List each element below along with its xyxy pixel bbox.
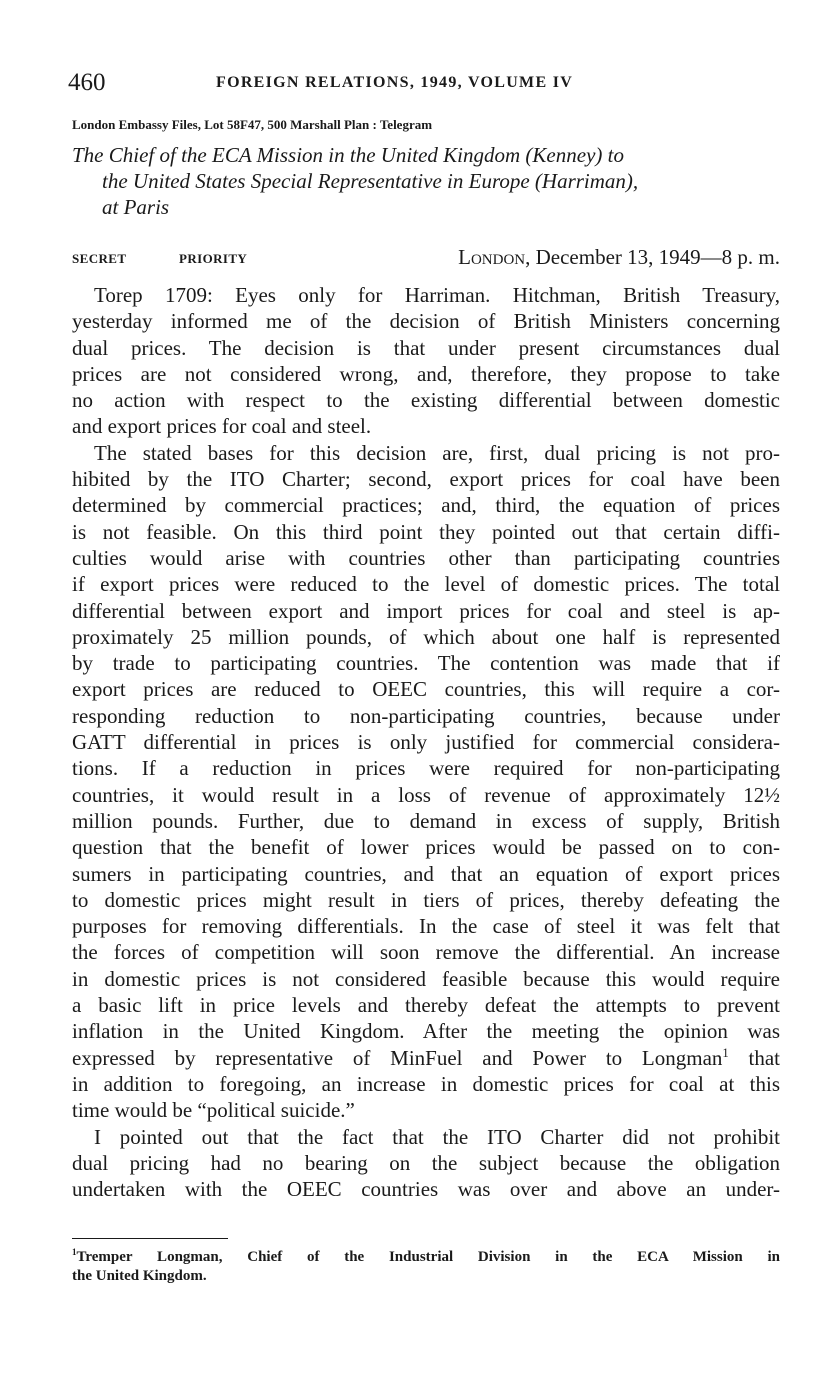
running-title: FOREIGN RELATIONS, 1949, VOLUME IV [216, 74, 574, 91]
text-line: yesterday informed me of the decision of British Ministers concerning [72, 309, 780, 334]
text-line-with-footnote-ref [72, 1045, 780, 1071]
text-line: no action with respect to the existing differential between domestic [72, 388, 780, 413]
priority-label: PRIORITY [179, 251, 248, 266]
date: , December 13, 1949—8 p. m. [525, 245, 780, 269]
text-line: export prices are reduced to OEEC countries, this will require a cor- [72, 677, 780, 702]
classification-label: SECRET [72, 251, 127, 266]
footnote-marker: 1 [72, 1247, 77, 1257]
place-and-date [458, 244, 780, 270]
text-line: purposes for removing differentials. In the case of steel it was felt that [72, 914, 780, 939]
text-line: a basic lift in price levels and thereby defeat the attempts to prevent [72, 993, 780, 1018]
paragraph-3 [72, 1124, 780, 1203]
text-line: responding reduction to non-participating countries, because under [72, 703, 780, 728]
source-line: London Embassy Files, Lot 58F47, 500 Marshall Plan : Telegram [72, 117, 433, 132]
title-line: The Chief of the ECA Mission in the United Kingdom (Kenney) to [72, 143, 624, 167]
text-line: inflation in the United Kingdom. After the meeting the opinion was [72, 1019, 780, 1044]
text-line: The stated bases for this decision are, first, dual pricing is not pro- [94, 440, 780, 465]
title-line: at Paris [102, 195, 170, 219]
footnote-line: the United Kingdom. [72, 1268, 207, 1284]
text-line: countries, it would result in a loss of revenue of approximately 12½ [72, 782, 780, 807]
text-line: determined by commercial practices; and, third, the equation of prices [72, 493, 780, 518]
text-line: differential between export and import prices for coal and steel is ap- [72, 598, 780, 623]
text-line: in domestic prices is not considered feasible because this would require [72, 966, 780, 991]
text-segment: that [728, 1045, 780, 1070]
text-line: culties would arise with countries other than participating countries [72, 545, 780, 570]
text-line: and export prices for coal and steel. [72, 414, 372, 439]
paragraph-2 [72, 440, 780, 1124]
text-line: in addition to foregoing, an increase in domestic prices for coal at this [72, 1071, 780, 1096]
running-header [68, 68, 780, 98]
dateline [72, 244, 780, 272]
text-line: undertaken with the OEEC countries was over and above an under- [72, 1177, 780, 1202]
text-line: time would be “political suicide.” [72, 1098, 355, 1123]
text-line: Torep 1709: Eyes only for Harriman. Hitchman, British Treasury, [94, 283, 780, 307]
text-line: million pounds. Further, due to demand in excess of supply, British [72, 808, 780, 833]
text-line: if export prices were reduced to the level of domestic prices. The total [72, 572, 780, 597]
footnote-divider [72, 1238, 228, 1239]
text-line: sumers in participating countries, and that an equation of export prices [72, 861, 780, 886]
text-line: by trade to participating countries. The contention was made that if [72, 651, 780, 676]
paragraph-1 [72, 282, 780, 440]
text-line: prices are not considered wrong, and, therefore, they propose to take [72, 361, 780, 386]
footnote-ref-marker: 1 [722, 1045, 729, 1060]
text-line: the forces of competition will soon remove the differential. An increase [72, 940, 780, 965]
place: London [458, 245, 526, 269]
text-line: I pointed out that the fact that the ITO Charter did not prohibit [94, 1124, 780, 1149]
text-line: GATT differential in prices is only justified for commercial considera- [72, 730, 780, 755]
text-line: dual prices. The decision is that under present circumstances dual [72, 335, 780, 360]
document-title [72, 142, 780, 220]
text-line: is not feasible. On this third point they pointed out that certain diffi- [72, 519, 780, 544]
page-number: 460 [68, 69, 106, 96]
text-line: tions. If a reduction in prices were required for non-participating [72, 756, 780, 781]
text-line: hibited by the ITO Charter; second, export prices for coal have been [72, 467, 780, 492]
footnote-text: Tremper Longman, Chief of the Industrial Division in the ECA Mission in [76, 1249, 780, 1265]
text-segment: expressed by representative of MinFuel and Power to Longman [72, 1045, 723, 1070]
telegram-body [72, 282, 780, 1202]
text-line: to domestic prices might result in tiers of prices, thereby defeating the [72, 887, 780, 912]
footnote-line [72, 1248, 780, 1267]
text-line: proximately 25 million pounds, of which about one half is represented [72, 624, 780, 649]
text-line: dual pricing had no bearing on the subject because the obligation [72, 1150, 780, 1175]
title-line: the United States Special Representative in Europe (Harriman), [102, 169, 639, 193]
footnote [72, 1248, 780, 1286]
text-line: question that the benefit of lower prices would be passed on to con- [72, 835, 780, 860]
